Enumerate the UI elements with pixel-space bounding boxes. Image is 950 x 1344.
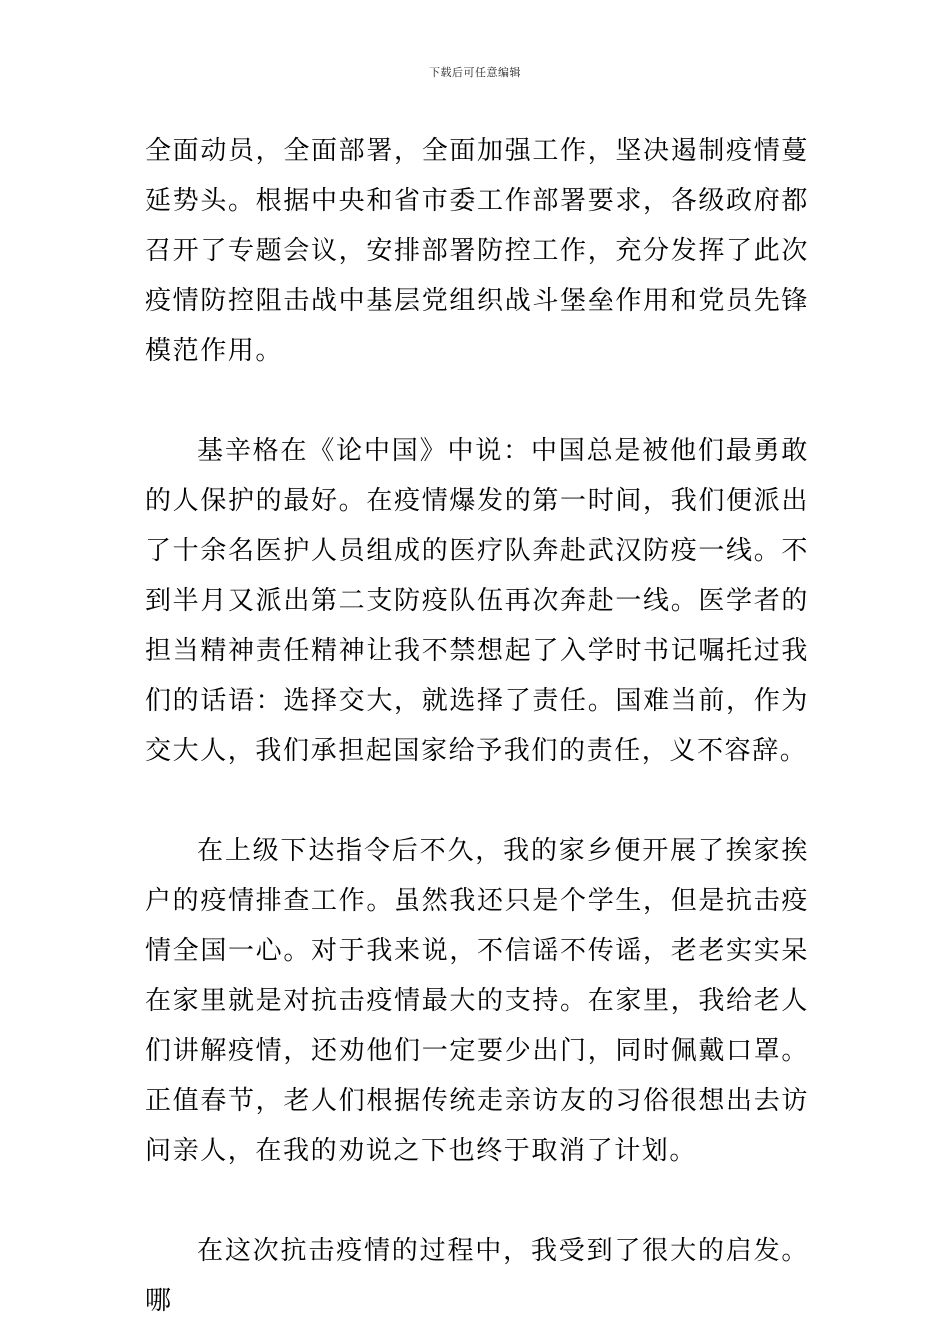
paragraph: 全面动员，全面部署，全面加强工作，坚决遏制疫情蔓延势头。根据中央和省市委工作部署要求，各级政府都召开了专题会议，安排部署防控工作，充分发挥了此次疫情防控阻击战中基层党组织战斗堡垒作用和党员先锋模范作用。 — [145, 136, 809, 366]
document-body — [145, 126, 809, 1326]
paragraph: 基辛格在《论中国》中说：中国总是被他们最勇敢的人保护的最好。在疫情爆发的第一时间，我们便派出了十余名医护人员组成的医疗队奔赴武汉防疫一线。不到半月又派出第二支防疫队伍再次奔赴一线。医学者的担当精神责任精神让我不禁想起了入学时书记嘱托过我们的话语：选择交大，就选择了责任。国难当前，作为交大人，我们承担起国家给予我们的责任，义不容辞。 — [145, 436, 809, 766]
paragraph: 在上级下达指令后不久，我的家乡便开展了挨家挨户的疫情排查工作。虽然我还只是个学生，但是抗击疫情全国一心。对于我来说，不信谣不传谣，老老实实呆在家里就是对抗击疫情最大的支持。在家里，我给老人们讲解疫情，还劝他们一定要少出门，同时佩戴口罩。正值春节，老人们根据传统走亲访友的习俗很想出去访问亲人，在我的劝说之下也终于取消了计划。 — [145, 836, 809, 1166]
paragraph: 在这次抗击疫情的过程中，我受到了很大的启发。哪 — [145, 1236, 809, 1316]
header-note: 下载后可任意编辑 — [429, 66, 521, 79]
